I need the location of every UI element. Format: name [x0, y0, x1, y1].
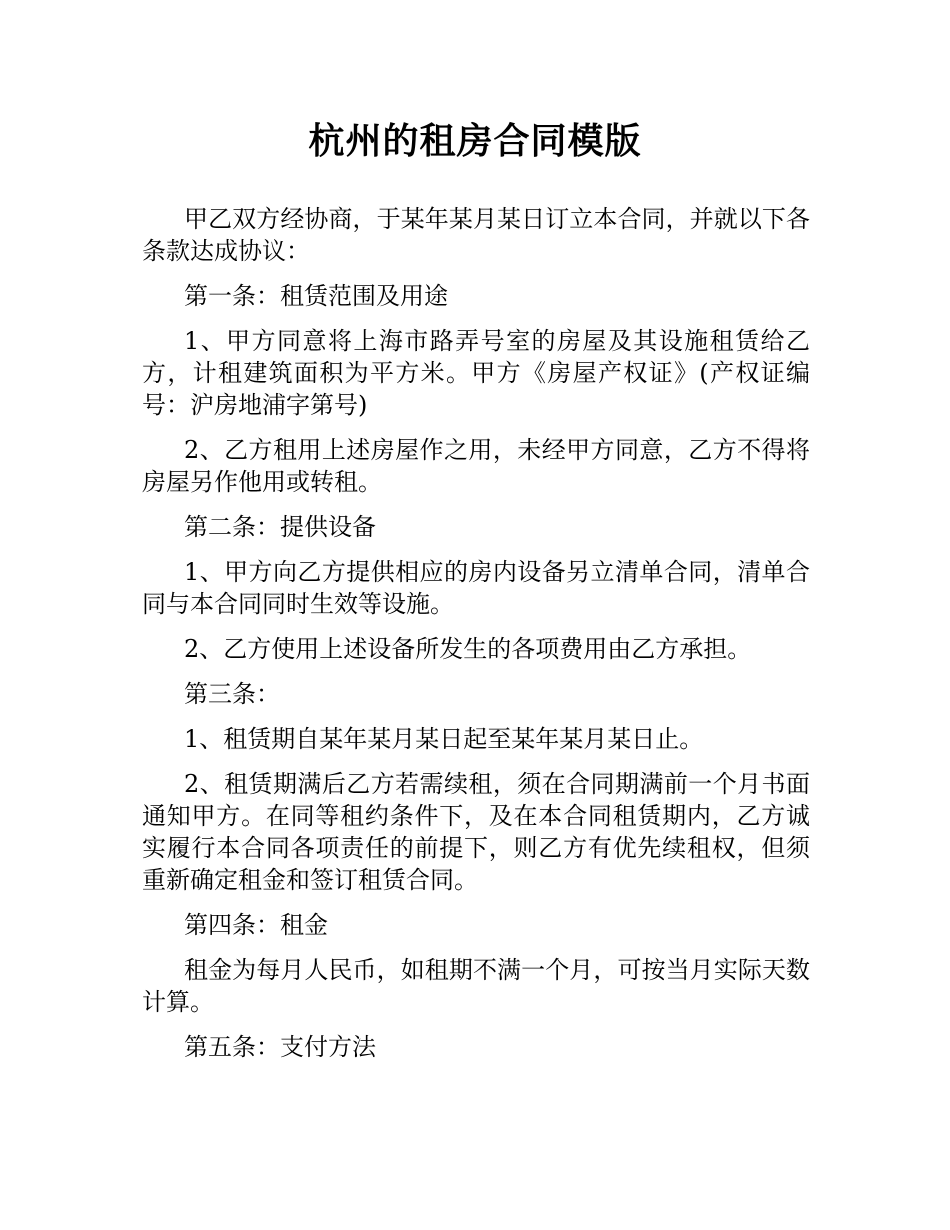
document-title: 杭州的租房合同模版: [308, 121, 642, 162]
document-body: [142, 203, 810, 1076]
article-4-text: 租金为每月人民币，如租期不满一个月，可按当月实际天数计算。: [142, 956, 810, 1016]
article-5-heading: 第五条：支付方法: [184, 1033, 376, 1061]
article-3-clause-2: 2、租赁期满后乙方若需续租，须在合同期满前一个月书面通知甲方。在同等租约条件下，及在本合同租赁期内，乙方诚实履行本合同各项责任的前提下，则乙方有优先续租权，但须重新确定租金和签订租赁合同。: [142, 770, 810, 894]
paragraph-intro: 甲乙双方经协商，于某年某月某日订立本合同，并就以下各条款达成协议：: [142, 205, 810, 265]
article-2-heading: 第二条：提供设备: [184, 513, 376, 541]
article-3-heading: 第三条：: [184, 680, 280, 708]
article-1-clause-2: 2、乙方租用上述房屋作之用，未经甲方同意，乙方不得将房屋另作他用或转租。: [142, 436, 810, 496]
article-2-clause-2: 2、乙方使用上述设备所发生的各项费用由乙方承担。: [184, 635, 752, 663]
article-2-clause-1: 1、甲方向乙方提供相应的房内设备另立清单合同，清单合同与本合同同时生效等设施。: [142, 558, 810, 618]
article-4-heading: 第四条：租金: [184, 911, 328, 939]
article-1-heading: 第一条：租赁范围及用途: [184, 282, 448, 310]
article-3-clause-1: 1、租赁期自某年某月某日起至某年某月某日止。: [184, 725, 704, 753]
article-1-clause-1: 1、甲方同意将上海市路弄号室的房屋及其设施租赁给乙方，计租建筑面积为平方米。甲方《房屋产权证》(产权证编号：沪房地浦字第号): [142, 327, 810, 419]
